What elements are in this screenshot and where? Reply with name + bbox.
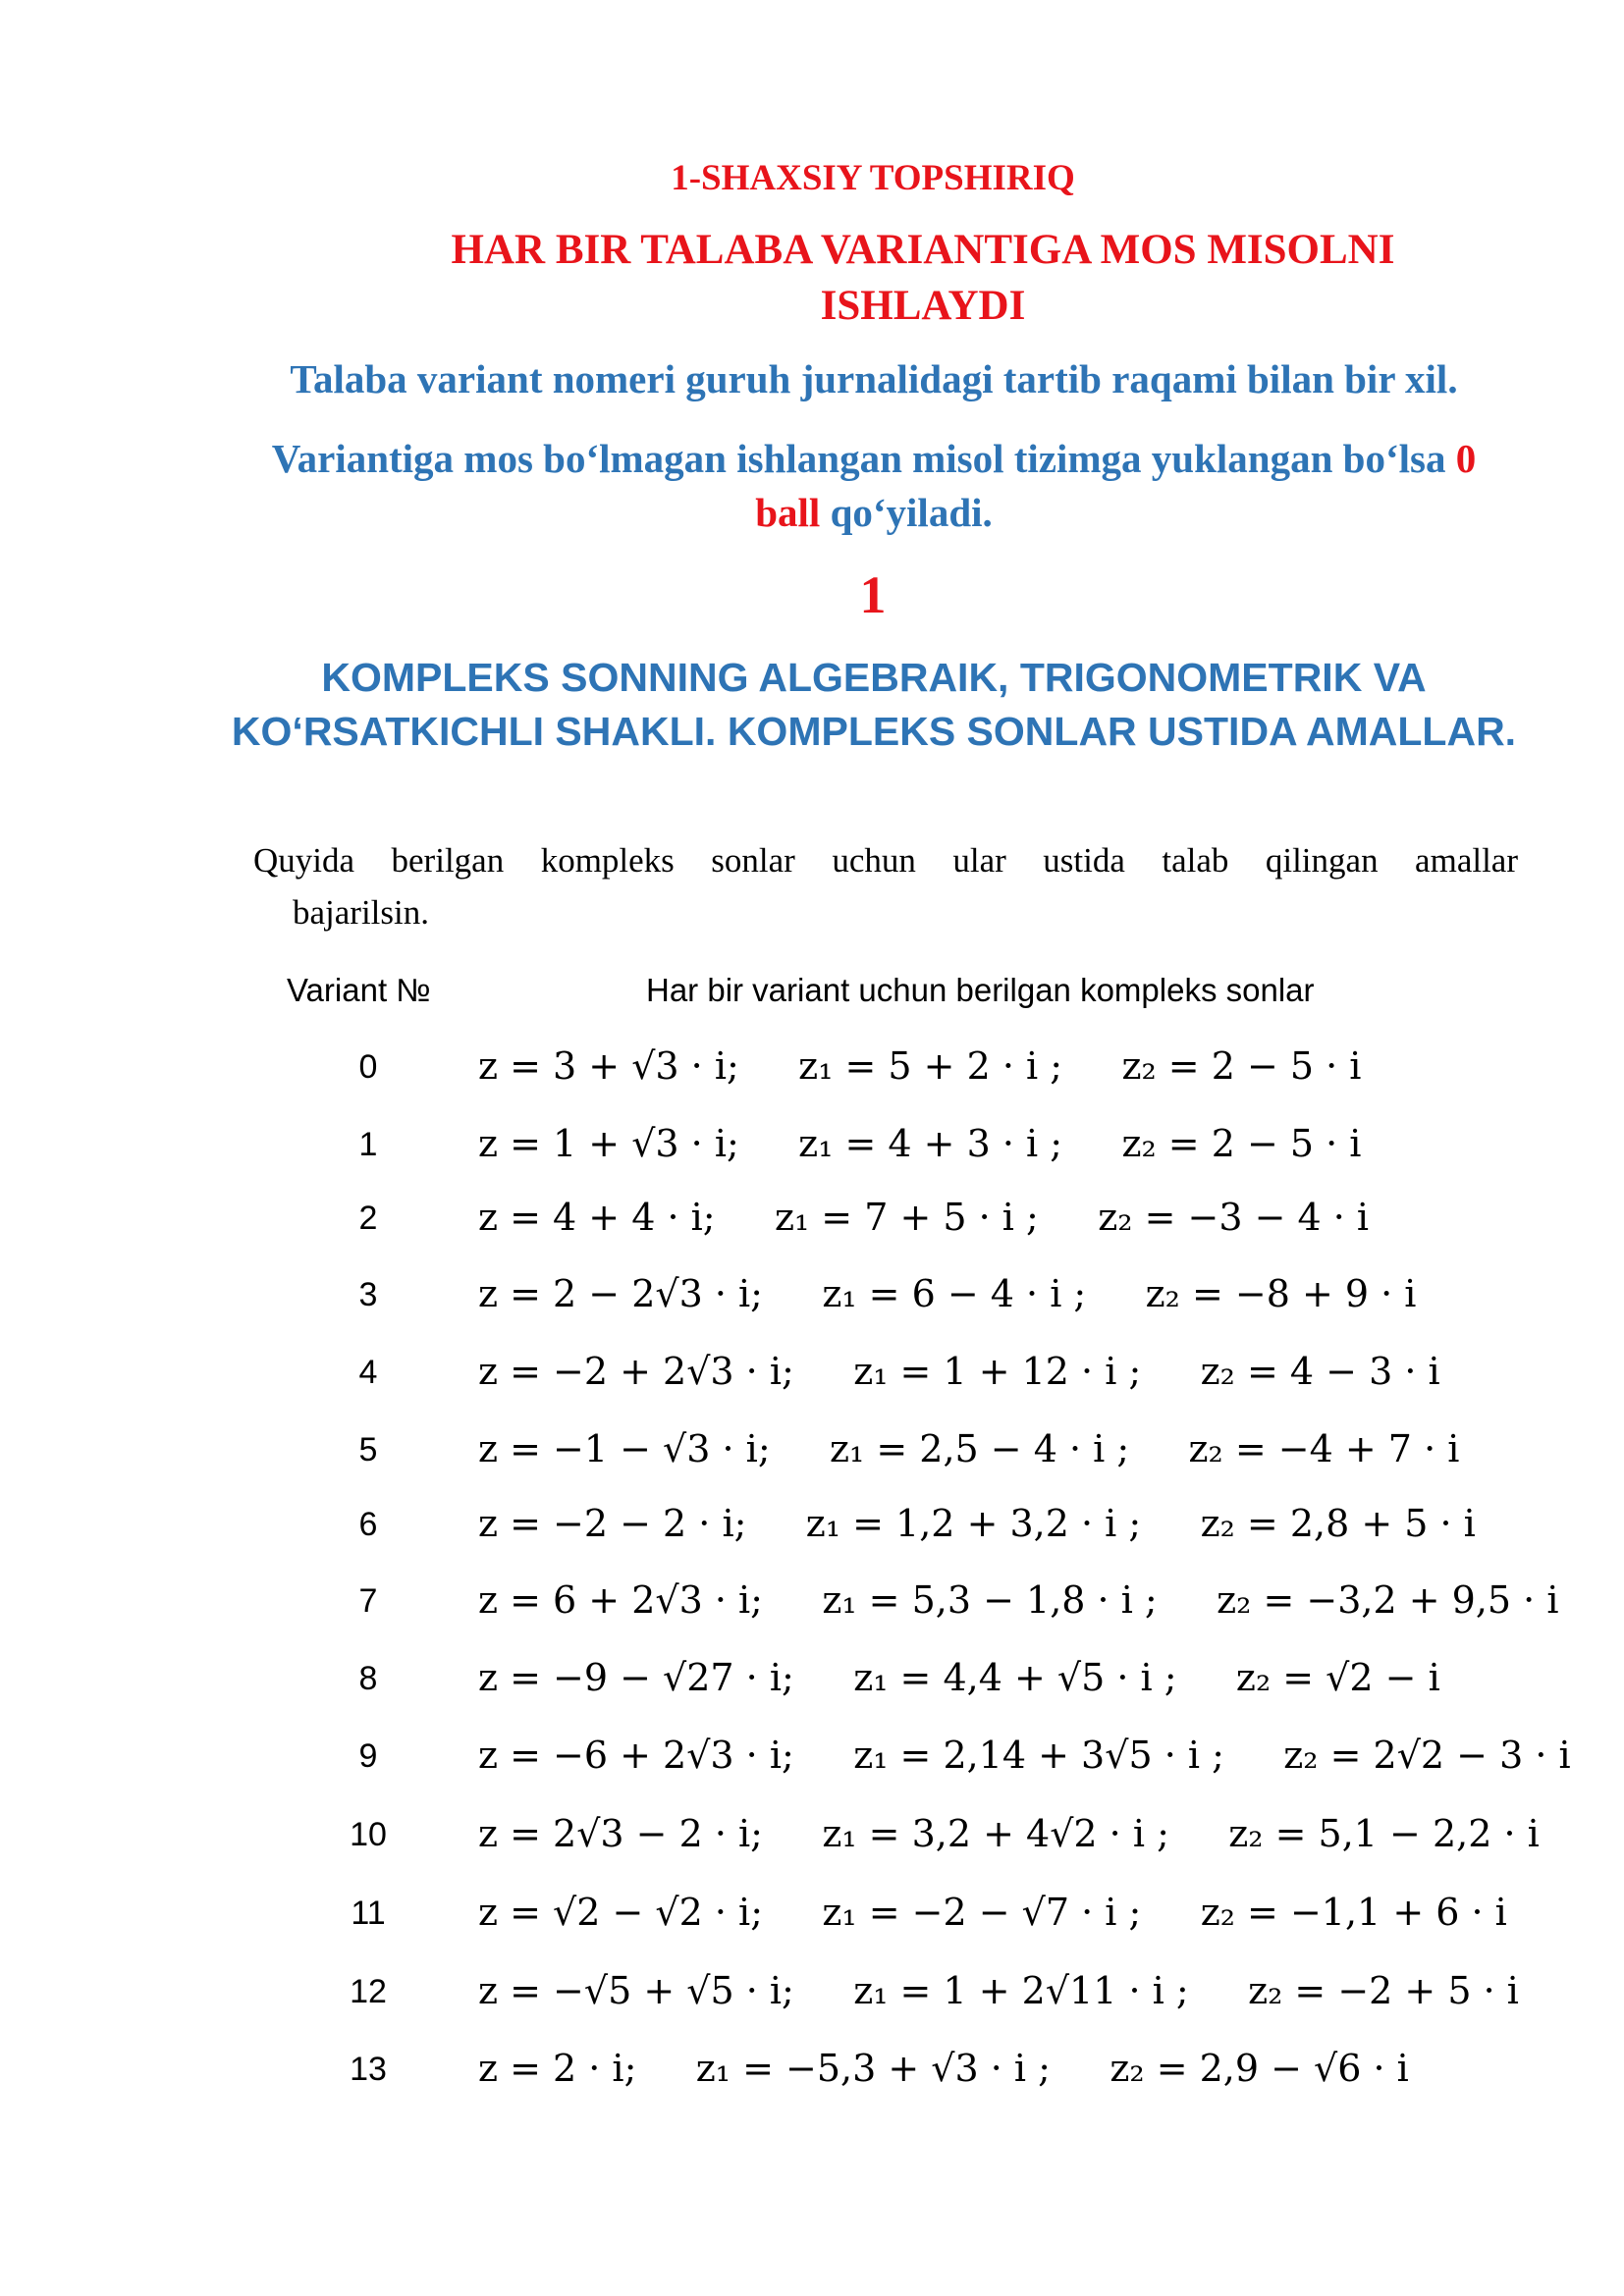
variant-number: 0 [358,1048,378,1086]
complex-expression: z = 4 + 4 · i; z₁ = 7 + 5 · i ; z₂ = −3 − 4 · i [478,1196,1370,1239]
table-row [0,1346,1624,1405]
complex-expression: z = −1 − √3 · i; z₁ = 2,5 − 4 · i ; z₂ = −4 + 7 · i [478,1427,1460,1470]
variant-number: 8 [358,1660,378,1697]
complex-expression: z = −6 + 2√3 · i; z₁ = 2,14 + 3√5 · i ; z₂ = 2√2 − 3 · i [478,1734,1571,1777]
variant-number: 4 [358,1354,378,1391]
complex-expression: z = 6 + 2√3 · i; z₁ = 5,3 − 1,8 · i ; z₂ = −3,2 + 9,5 · i [478,1578,1559,1622]
table-row [0,1118,1624,1177]
variant-number: 11 [351,1895,386,1932]
column-header-variant: Variant № [287,972,431,1008]
complex-expression: z = −2 + 2√3 · i; z₁ = 1 + 12 · i ; z₂ = 4 − 3 · i [478,1350,1440,1393]
column-header-numbers: Har bir variant uchun berilgan kompleks sonlar [646,972,1315,1008]
instruction-heading: HAR BIR TALABA VARIANTIGA MOS MISOLNI ISHLAYDI [451,227,1395,329]
variant-number: 6 [358,1506,378,1543]
assignment-title: 1-SHAXSIY TOPSHIRIQ [671,158,1075,198]
variant-number: 12 [350,1973,387,2010]
warning-text [245,432,1502,540]
section-title: KOMPLEKS SONNING ALGEBRAIK, TRIGONOMETRIK VA KO‘RSATKICHLI SHAKLI. KOMPLEKS SONLAR USTIDA AMALLAR. [231,655,1517,754]
complex-expression: z = 3 + √3 · i; z₁ = 5 + 2 · i ; z₂ = 2 − 5 · i [478,1044,1362,1088]
table-row [0,1652,1624,1711]
complex-expression: z = 2√3 − 2 · i; z₁ = 3,2 + 4√2 · i ; z₂ = 5,1 − 2,2 · i [478,1812,1540,1855]
variant-number: 5 [358,1431,378,1468]
table-row [0,1192,1624,1251]
complex-expression: z = √2 − √2 · i; z₁ = −2 − √7 · i ; z₂ = −1,1 + 6 · i [478,1891,1507,1934]
table-row [0,1268,1624,1327]
table-row [0,1887,1624,1946]
table-row [0,2043,1624,2102]
complex-expression: z = 2 − 2√3 · i; z₁ = 6 − 4 · i ; z₂ = −8 + 9 · i [478,1272,1417,1315]
table-row [0,1498,1624,1557]
variant-number: 3 [358,1276,378,1313]
variant-number: 1 [358,1126,378,1163]
variant-rule-text: Talaba variant nomeri guruh jurnalidagi tartib raqami bilan bir xil. [290,356,1458,401]
table-row [0,1965,1624,2024]
complex-expression: z = 1 + √3 · i; z₁ = 4 + 3 · i ; z₂ = 2 − 5 · i [478,1122,1362,1165]
complex-expression: z = 2 · i; z₁ = −5,3 + √3 · i ; z₂ = 2,9 − √6 · i [478,2047,1409,2090]
warning-text-part2: qo‘yiladi. [820,490,993,535]
warning-zero-ball: 0 ball [755,436,1477,535]
table-row [0,1575,1624,1633]
complex-expression: z = −2 − 2 · i; z₁ = 1,2 + 3,2 · i ; z₂ = 2,8 + 5 · i [478,1502,1476,1545]
variant-number: 9 [358,1737,378,1775]
table-row [0,1808,1624,1867]
table-row [0,1730,1624,1789]
table-row [0,1423,1624,1482]
complex-expression: z = −9 − √27 · i; z₁ = 4,4 + √5 · i ; z₂ = √2 − i [478,1656,1440,1699]
intro-line-2: bajarilsin. [293,893,429,932]
section-number: 1 [859,565,887,624]
variant-number: 13 [350,2051,387,2088]
warning-text-part1: Variantiga mos bo‘lmagan ishlangan misol tizimga yuklangan bo‘lsa [271,436,1456,481]
variant-number: 2 [358,1200,378,1237]
variant-number: 10 [350,1816,387,1853]
variant-number: 7 [358,1582,378,1620]
table-row [0,1041,1624,1099]
complex-expression: z = −√5 + √5 · i; z₁ = 1 + 2√11 · i ; z₂ = −2 + 5 · i [478,1969,1519,2012]
intro-line-1: Quyida berilgan kompleks sonlar uchun ular ustida talab qilingan amallar [253,841,1518,880]
